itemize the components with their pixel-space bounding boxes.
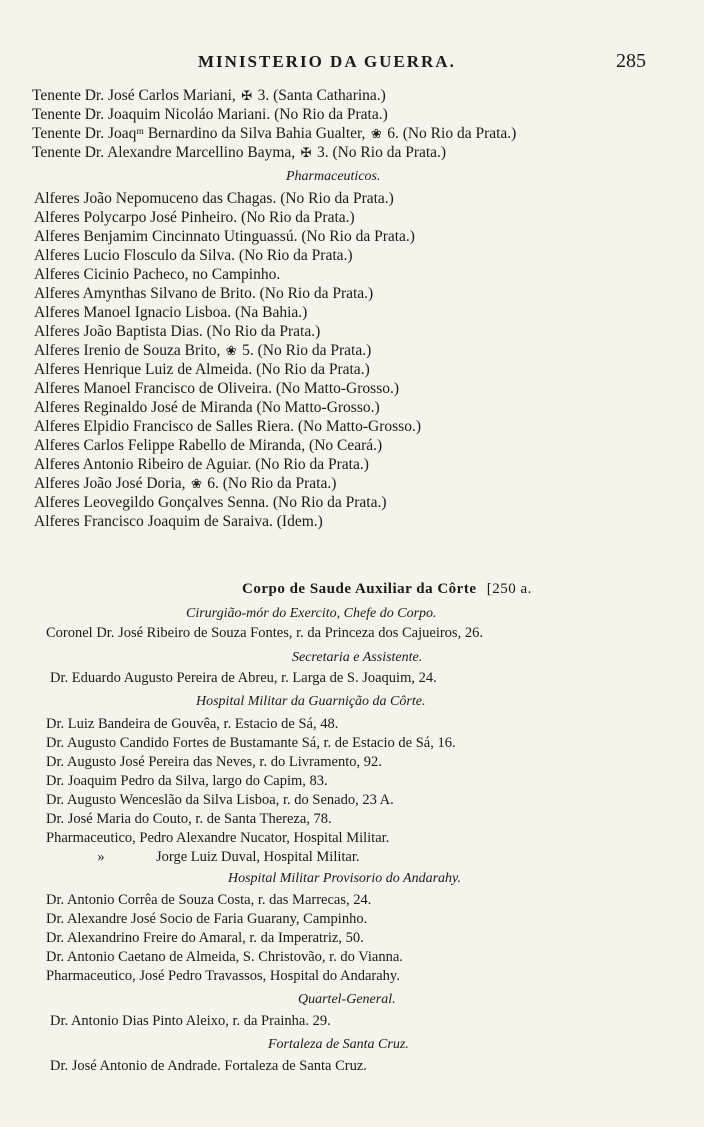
alferes-line: Alferes Elpidio Francisco de Salles Riera. (No Matto-Grosso.) <box>34 418 421 435</box>
tenente-line: Tenente Dr. José Carlos Mariani, ✠ 3. (Santa Catharina.) <box>32 87 386 104</box>
hospital-line: Dr. José Maria do Couto, r. de Santa Thereza, 78. <box>46 811 332 827</box>
alferes-line: Alferes Amynthas Silvano de Brito. (No Rio da Prata.) <box>34 285 374 302</box>
hospital-line: Dr. Luiz Bandeira de Gouvêa, r. Estacio de Sá, 48. <box>46 716 339 732</box>
quartel-line: Dr. Antonio Dias Pinto Aleixo, r. da Prainha. 29. <box>50 1013 331 1029</box>
hospital-ditto-line: » Jorge Luiz Duval, Hospital Militar. <box>46 848 360 867</box>
cross-icon: ✠ <box>300 145 312 160</box>
alferes-line: Alferes Cicinio Pacheco, no Campinho. <box>34 266 281 283</box>
fortaleza-line: Dr. José Antonio de Andrade. Fortaleza de Santa Cruz. <box>50 1058 367 1074</box>
heading-fortaleza: Fortaleza de Santa Cruz. <box>268 1037 409 1052</box>
ditto-mark: » <box>97 849 105 865</box>
hospital-line: Dr. Augusto José Pereira das Neves, r. do Livramento, 92. <box>46 754 382 770</box>
andarahy-line: Dr. Antonio Caetano de Almeida, S. Christovão, r. do Vianna. <box>46 949 403 965</box>
alferes-line: Alferes Reginaldo José de Miranda (No Matto-Grosso.) <box>34 399 380 416</box>
alferes-line: Alferes Leovegildo Gonçalves Senna. (No Rio da Prata.) <box>34 494 387 511</box>
secretaria-line: Dr. Eduardo Augusto Pereira de Abreu, r. Larga de S. Joaquim, 24. <box>50 670 437 686</box>
running-title: MINISTERIO DA GUERRA. <box>198 52 456 71</box>
tenente-line: Tenente Dr. Joaquim Nicoláo Mariani. (No Rio da Prata.) <box>32 106 388 123</box>
alferes-line: Alferes Polycarpo José Pinheiro. (No Rio da Prata.) <box>34 209 355 226</box>
coronel-line: Coronel Dr. José Ribeiro de Souza Fontes, r. da Princeza dos Cajueiros, 26. <box>46 625 483 641</box>
alferes-line: Alferes Irenio de Souza Brito, ❀ 5. (No Rio da Prata.) <box>34 342 372 359</box>
alferes-line: Alferes Antonio Ribeiro de Aguiar. (No Rio da Prata.) <box>34 456 369 473</box>
alferes-line: Alferes Francisco Joaquim de Saraiva. (Idem.) <box>34 513 323 530</box>
page-number: 285 <box>616 50 646 72</box>
heading-andarahy: Hospital Militar Provisorio do Andarahy. <box>228 871 461 886</box>
wreath-icon: ❀ <box>225 343 237 358</box>
hospital-line: Dr. Augusto Candido Fortes de Bustamante Sá, r. de Estacio de Sá, 16. <box>46 735 456 751</box>
alferes-line: Alferes Manoel Francisco de Oliveira. (No Matto-Grosso.) <box>34 380 400 397</box>
hospital-line: Pharmaceutico, Pedro Alexandre Nucator, Hospital Militar. <box>46 830 390 846</box>
hospital-line: Dr. Joaquim Pedro da Silva, largo do Capim, 83. <box>46 773 328 789</box>
alferes-line: Alferes Henrique Luiz de Almeida. (No Rio da Prata.) <box>34 361 370 378</box>
alferes-line: Alferes João José Doria, ❀ 6. (No Rio da Prata.) <box>34 475 337 492</box>
andarahy-line: Dr. Alexandrino Freire do Amaral, r. da Imperatriz, 50. <box>46 930 364 946</box>
wreath-icon: ❀ <box>190 476 202 491</box>
page-header <box>0 52 704 74</box>
alferes-line: Alferes João Nepomuceno das Chagas. (No Rio da Prata.) <box>34 190 394 207</box>
andarahy-line: Pharmaceutico, José Pedro Travassos, Hospital do Andarahy. <box>46 968 400 984</box>
tenente-line: Tenente Dr. Joaqᵐ Bernardino da Silva Bahia Gualter, ❀ 6. (No Rio da Prata.) <box>32 125 517 142</box>
alferes-line: Alferes Carlos Felippe Rabello de Miranda, (No Ceará.) <box>34 437 383 454</box>
wreath-icon: ❀ <box>370 126 382 141</box>
alferes-line: Alferes Lucio Flosculo da Silva. (No Rio da Prata.) <box>34 247 353 264</box>
section-note: [250 a. <box>486 581 532 597</box>
andarahy-line: Dr. Alexandre José Socio de Faria Guarany, Campinho. <box>46 911 368 927</box>
cross-icon: ✠ <box>241 88 253 103</box>
hospital-line: Dr. Augusto Wenceslão da Silva Lisboa, r. do Senado, 23 A. <box>46 792 394 808</box>
tenente-line: Tenente Dr. Alexandre Marcellino Bayma, ✠ 3. (No Rio da Prata.) <box>32 144 447 161</box>
heading-cirurgiao: Cirurgião-mór do Exercito, Chefe do Corpo. <box>186 606 437 621</box>
heading-quartel: Quartel-General. <box>298 992 396 1007</box>
section-title-corpo: Corpo de Saude Auxiliar da Côrte [250 a. <box>242 581 532 597</box>
alferes-line: Alferes João Baptista Dias. (No Rio da Prata.) <box>34 323 321 340</box>
alferes-line: Alferes Benjamim Cincinnato Utinguassú. (No Rio da Prata.) <box>34 228 415 245</box>
heading-hospital-militar: Hospital Militar da Guarnição da Côrte. <box>196 694 426 709</box>
heading-secretaria: Secretaria e Assistente. <box>292 650 423 665</box>
section-heading-pharmaceuticos: Pharmaceuticos. <box>286 169 381 184</box>
andarahy-line: Dr. Antonio Corrêa de Souza Costa, r. das Marrecas, 24. <box>46 892 372 908</box>
alferes-line: Alferes Manoel Ignacio Lisboa. (Na Bahia.) <box>34 304 308 321</box>
